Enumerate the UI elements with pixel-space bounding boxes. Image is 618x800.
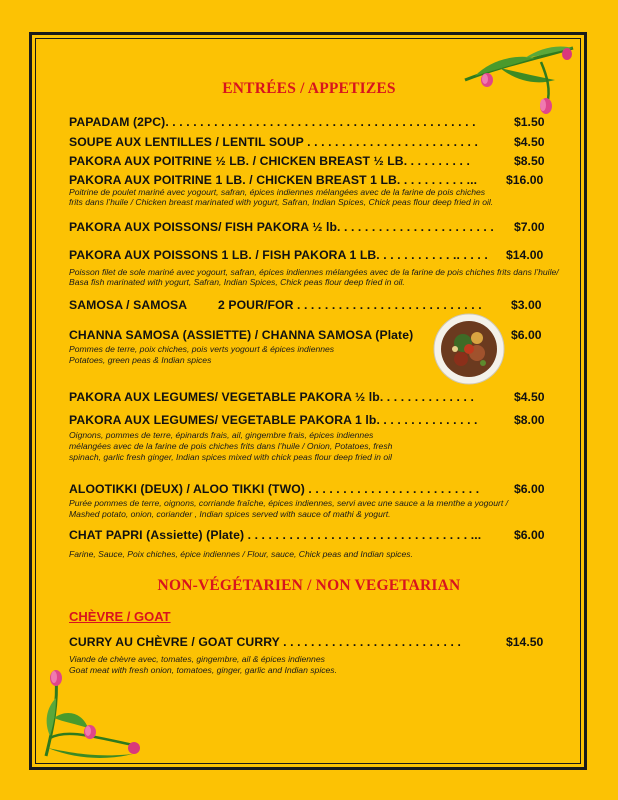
item-fish-1lb-desc: Basa fish marinated with yogurt, Safran, Indian Spices, Chick peas flour deep fried in oil.: [69, 277, 405, 287]
item-chat-papri-name: CHAT PAPRI (Assiette) (Plate) . . . . . . . . . . . . . . . . . . . . . . . . . . . . . . . . ...: [69, 528, 482, 542]
item-fish-half-price: $7.00: [514, 220, 545, 234]
item-lentil-soup-price: $4.50: [514, 135, 545, 149]
item-fish-1lb-name: PAKORA AUX POISSONS 1 LB. / FISH PAKORA 1 LB. . . . . . . . . . . .. . . . .: [69, 248, 488, 262]
item-channa-samosa-price: $6.00: [511, 328, 542, 342]
item-veg-1lb-desc: spinach, garlic fresh ginger, Indian spices mixed with chick peas flour deep fried in oil: [69, 452, 392, 462]
item-fish-half-name: PAKORA AUX POISSONS/ FISH PAKORA ½ lb. . . . . . . . . . . . . . . . . . . . . . .: [69, 220, 494, 234]
item-channa-samosa-name: CHANNA SAMOSA (ASSIETTE) / CHANNA SAMOSA (Plate): [69, 328, 414, 342]
item-channa-samosa-desc: Potatoes, green peas & Indian spices: [69, 355, 212, 365]
item-aloo-tikki-desc: Purée pommes de terre, oignons, corriande fraîche, épices indiennes, servi avec une sauce a la menthe a yogourt /: [69, 498, 509, 508]
item-goat-curry-price: $14.50: [506, 635, 544, 649]
section-title-appetizers: ENTRÉES / APPETIZES: [222, 80, 396, 97]
item-chicken-1lb-desc: Poitrine de poulet mariné avec yogourt, safran, épices indiennes mélangées avec de la farine de pois chiches: [69, 187, 486, 197]
item-samosa-qty: 2 POUR/FOR . . . . . . . . . . . . . . . . . . . . . . . . . . .: [218, 298, 482, 312]
item-chicken-half-name: PAKORA AUX POITRINE ½ LB. / CHICKEN BREAST ½ LB. . . . . . . . . .: [69, 154, 470, 168]
channa-samosa-plate-image: [433, 313, 505, 385]
item-chicken-half-price: $8.50: [514, 154, 545, 168]
item-veg-half-price: $4.50: [514, 390, 545, 404]
item-goat-curry-desc: Viande de chèvre avec, tomates, gingembre, ail & épices indiennes: [69, 654, 325, 664]
item-aloo-tikki-price: $6.00: [514, 482, 545, 496]
tulip-decoration-top-right: [455, 40, 580, 115]
item-fish-1lb-price: $14.00: [506, 248, 544, 262]
subsection-title-goat: CHÈVRE / GOAT: [69, 609, 171, 624]
item-chicken-1lb-name: PAKORA AUX POITRINE 1 LB. / CHICKEN BREAST 1 LB. . . . . . . . . . ...: [69, 173, 478, 187]
item-chicken-1lb-price: $16.00: [506, 173, 544, 187]
tulip-decoration-bottom-left: [38, 668, 148, 763]
item-aloo-tikki-desc: Mashed potato, onion, coriander , Indian spices served with sauce of mathi & yogurt.: [69, 509, 391, 519]
item-veg-1lb-name: PAKORA AUX LEGUMES/ VEGETABLE PAKORA 1 lb. . . . . . . . . . . . . . .: [69, 413, 478, 427]
item-papadam-price: $1.50: [514, 115, 545, 129]
item-chat-papri-desc: Farine, Sauce, Poix chiches, épice indiennes / Flour, sauce, Chick peas and Indian spices.: [69, 549, 413, 559]
item-lentil-soup-name: SOUPE AUX LENTILLES / LENTIL SOUP . . . . . . . . . . . . . . . . . . . . . . . . .: [69, 135, 478, 149]
item-fish-1lb-desc: Poisson filet de sole mariné avec yogourt, safran, épices indiennes mélangées avec de la farine de pois chiches frits dans l’huile/: [69, 267, 559, 277]
item-veg-half-name: PAKORA AUX LEGUMES/ VEGETABLE PAKORA ½ lb. . . . . . . . . . . . . .: [69, 390, 474, 404]
item-goat-curry-name: CURRY AU CHÈVRE / GOAT CURRY . . . . . . . . . . . . . . . . . . . . . . . . . .: [69, 635, 461, 649]
item-veg-1lb-desc: mélangées avec de la farine de pois chiches frits dans l’huile / Onion, Potatoes, fresh: [69, 441, 393, 451]
item-chicken-1lb-desc: frits dans l’huile / Chicken breast marinated with yogurt, Safran, Indian Spices, Chick peas flour deep fried in oil.: [69, 197, 494, 207]
item-goat-curry-desc: Goat meat with fresh onion, tomatoes, ginger, garlic and Indian spices.: [69, 665, 337, 675]
item-papadam-name: PAPADAM (2PC). . . . . . . . . . . . . . . . . . . . . . . . . . . . . . . . . . . . . . . . . . . . .: [69, 115, 476, 129]
item-samosa-price: $3.00: [511, 298, 542, 312]
section-title-non-vegetarian: NON-VÉGÉTARIEN / NON VEGETARIAN: [157, 577, 461, 594]
item-aloo-tikki-name: ALOOTIKKI (DEUX) / ALOO TIKKI (TWO) . . . . . . . . . . . . . . . . . . . . . . . . .: [69, 482, 480, 496]
item-veg-1lb-price: $8.00: [514, 413, 545, 427]
item-veg-1lb-desc: Oignons, pommes de terre, épinards frais, ail, gingembre frais, épices indiennes: [69, 430, 374, 440]
item-samosa-name: SAMOSA / SAMOSA: [69, 298, 188, 312]
item-chat-papri-price: $6.00: [514, 528, 545, 542]
item-channa-samosa-desc: Pommes de terre, poix chiches, pois verts yogourt & épices indiennes: [69, 344, 335, 354]
